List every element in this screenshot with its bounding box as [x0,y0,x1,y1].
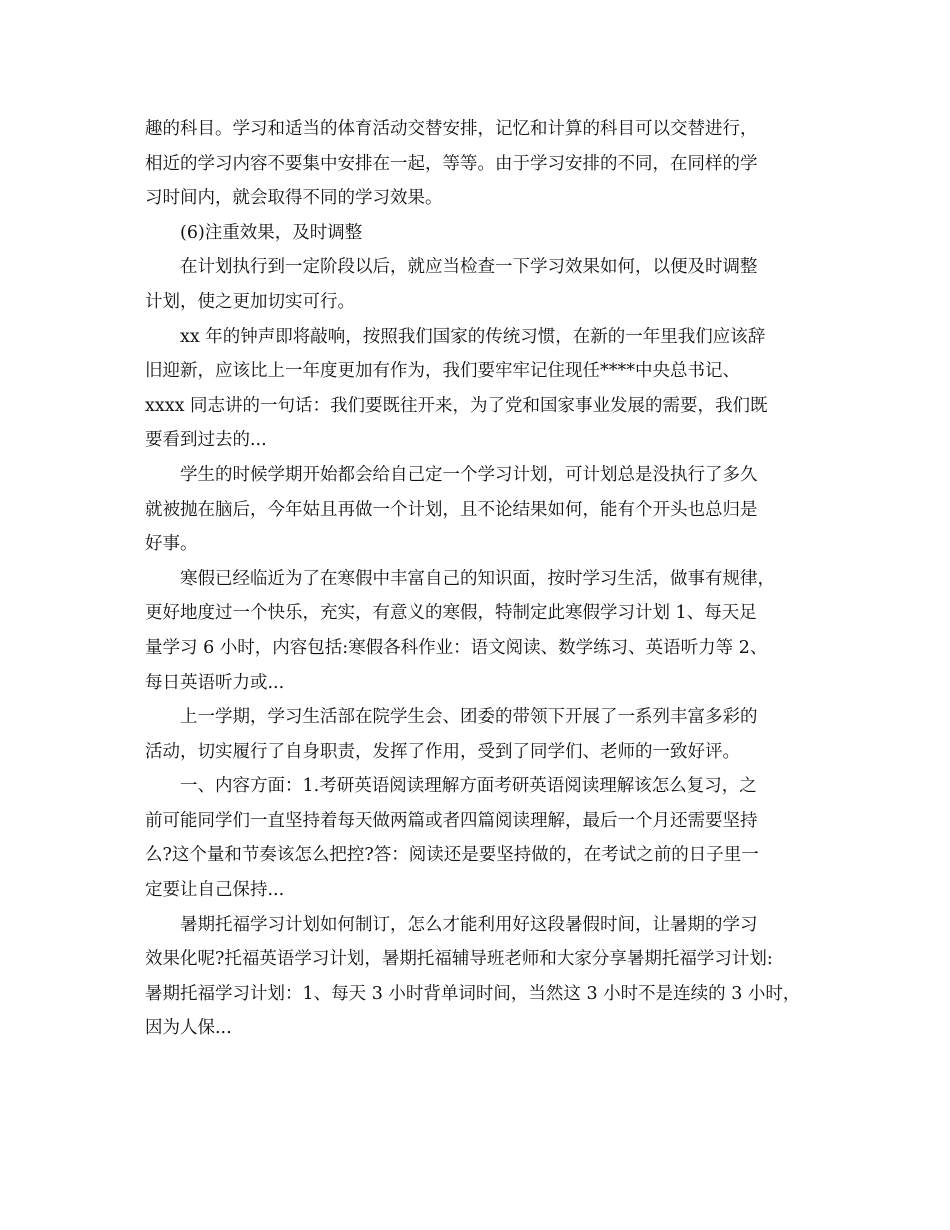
text-line: 要看到过去的... [145,430,267,451]
text-line: 前可能同学们一直坚持着每天做两篇或者四篇阅读理解，最后一个月还需要坚持 [145,810,758,831]
document-body [145,112,810,1046]
paragraph [145,908,810,1046]
section-heading [145,216,810,251]
text-line: 定要让自己保持... [145,880,285,901]
text-line: (6)注重效果，及时调整 [180,222,363,243]
text-line: 就被抛在脑后，今年姑且再做一个计划，且不论结果如何，能有个开头也总归是 [145,499,758,520]
paragraph [145,112,810,216]
paragraph [145,320,810,458]
text-line: xxxx 同志讲的一句话：我们要既往开来，为了党和国家事业发展的需要，我们既 [145,395,768,416]
text-line: 一、内容方面：1.考研英语阅读理解方面考研英语阅读理解该怎么复习，之 [180,776,757,797]
text-line: 习时间内，就会取得不同的学习效果。 [145,188,443,209]
text-line: 寒假已经临近为了在寒假中丰富自己的知识面，按时学习生活，做事有规律， [180,568,775,589]
paragraph [145,458,810,562]
paragraph [145,250,810,319]
text-line: 上一学期，学习生活部在院学生会、团委的带领下开展了一系列丰富多彩的 [180,707,758,728]
text-line: 效果化呢?托福英语学习计划，暑期托福辅导班老师和大家分享暑期托福学习计划: [145,949,773,970]
text-line: 旧迎新，应该比上一年度更加有作为，我们要牢牢记住现任****中央总书记、 [145,361,740,382]
text-line: 量学习 6 小时，内容包括:寒假各科作业：语文阅读、数学练习、英语听力等 2、 [145,637,768,658]
text-line: 么?这个量和节奏该怎么把控?答：阅读还是要坚持做的，在考试之前的日子里一 [145,845,759,866]
text-line: 暑期托福学习计划如何制订，怎么才能利用好这段暑假时间，让暑期的学习 [180,914,758,935]
text-line: 好事。 [145,534,198,555]
text-line: 更好地度过一个快乐，充实，有意义的寒假，特制定此寒假学习计划 1、每天足 [145,603,757,624]
text-line: 学生的时候学期开始都会给自己定一个学习计划，可计划总是没执行了多久 [180,464,758,485]
text-line: 趣的科目。学习和适当的体育活动交替安排，记忆和计算的科目可以交替进行， [145,119,758,139]
text-line: 相近的学习内容不要集中安排在一起，等等。由于学习安排的不同，在同样的学 [145,153,758,174]
text-line: 每日英语听力或... [145,672,285,693]
text-line: 在计划执行到一定阶段以后，就应当检查一下学习效果如何，以便及时调整 [180,257,758,278]
text-line: 计划，使之更加切实可行。 [145,291,355,312]
paragraph [145,769,810,907]
text-line: 暑期托福学习计划：1、每天 3 小时背单词时间，当然这 3 小时不是连续的 3 小时， [145,983,801,1004]
text-line: xx 年的钟声即将敲响，按照我们国家的传统习惯，在新的一年里我们应该辞 [180,326,766,347]
paragraph [145,562,810,700]
text-line: 活动，切实履行了自身职责，发挥了作用，受到了同学们、老师的一致好评。 [145,741,740,762]
paragraph [145,700,810,769]
text-line: 因为人保... [145,1018,232,1039]
